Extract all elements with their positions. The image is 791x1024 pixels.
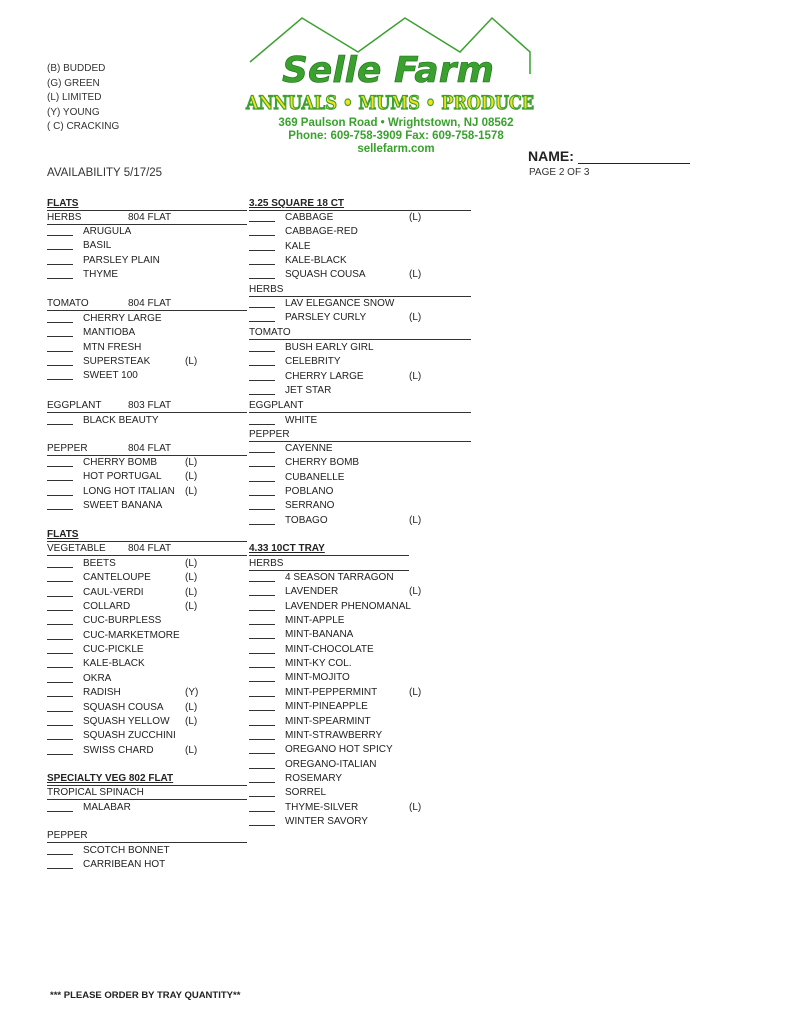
item-name: SQUASH COUSA (285, 269, 366, 281)
tropical-spinach-header: TROPICAL SPINACH (47, 787, 144, 798)
list-item (47, 226, 132, 240)
quantity-blank[interactable] (249, 212, 275, 222)
quantity-blank[interactable] (47, 269, 73, 279)
availability-flag: (L) (185, 356, 198, 368)
quantity-blank[interactable] (249, 226, 275, 236)
availability-flag: (L) (185, 471, 198, 483)
tray-size: 804 FLAT (128, 543, 172, 554)
item-name: RADISH (83, 687, 121, 699)
quantity-blank[interactable] (249, 457, 275, 467)
item-name: MALABAR (83, 802, 131, 813)
herbs-header: HERBS (249, 284, 284, 295)
availability-date: AVAILABILITY 5/17/25 (47, 167, 163, 179)
item-name: SWEET BANANA (83, 500, 163, 512)
list-item (249, 226, 358, 240)
list-item (249, 415, 318, 429)
item-name: CANTELOUPE (83, 572, 151, 584)
item-name: CHERRY BOMB (83, 457, 158, 468)
item-name: LAVENDER PHENOMANAL (285, 600, 411, 612)
logo-address: 369 Paulson Road • Wrightstown, NJ 08562 (278, 117, 514, 129)
availability-flag: (L) (185, 715, 198, 727)
quantity-blank[interactable] (249, 500, 275, 510)
item-name: CARRIBEAN HOT (83, 859, 166, 871)
quantity-blank[interactable] (249, 269, 275, 279)
item-name: MINT-MOJITO (285, 672, 350, 684)
list-item (249, 486, 334, 500)
quantity-blank[interactable] (249, 356, 275, 366)
list-item (249, 758, 377, 773)
list-item (249, 600, 411, 615)
list-item (47, 254, 160, 269)
quantity-blank[interactable] (249, 759, 275, 769)
item-name: KALE-BLACK (285, 255, 347, 267)
list-item (47, 658, 145, 672)
item-name: SERRANO (285, 500, 335, 512)
logo-phone: Phone: 609-758-3909 Fax: 609-758-1578 (288, 130, 504, 142)
item-name: ROSEMARY (285, 772, 343, 784)
item-name: MINT-APPLE (285, 615, 345, 627)
section-rule (249, 339, 471, 340)
item-name: LONG HOT ITALIAN (83, 485, 175, 497)
list-item (47, 644, 144, 658)
list-item (249, 240, 311, 255)
item-name: MINT-KY COL. (285, 658, 352, 670)
list-item (249, 500, 335, 514)
tray-10ct-header: 4.33 10CT TRAY (249, 543, 325, 554)
list-item (47, 572, 198, 586)
item-name: ARUGULA (83, 226, 132, 237)
item-name: OKRA (83, 672, 112, 684)
list-item (47, 687, 199, 701)
item-name: MINT-BANANA (285, 629, 354, 641)
item-name: MINT-PINEAPPLE (285, 701, 368, 713)
quantity-blank[interactable] (47, 658, 73, 668)
list-item (249, 298, 395, 312)
item-name: CHERRY LARGE (83, 313, 162, 324)
list-item (47, 845, 170, 859)
item-name: BLACK BEAUTY (83, 415, 159, 426)
quantity-blank[interactable] (47, 327, 73, 337)
list-item (249, 255, 347, 269)
item-name: POBLANO (285, 486, 334, 498)
quantity-blank[interactable] (249, 298, 275, 308)
list-item (47, 715, 198, 730)
pepper-header: PEPPER (249, 429, 290, 440)
section-rule (249, 441, 471, 442)
quantity-blank[interactable] (47, 673, 73, 683)
quantity-blank[interactable] (249, 586, 275, 596)
list-item (47, 859, 166, 873)
item-name: JET STAR (285, 385, 332, 397)
section-rule (47, 210, 247, 211)
quantity-blank[interactable] (47, 615, 73, 625)
quantity-blank[interactable] (249, 615, 275, 625)
list-item (249, 787, 327, 801)
item-name: KALE-BLACK (83, 658, 145, 670)
availability-flag: (L) (409, 212, 422, 223)
quantity-blank[interactable] (249, 342, 275, 352)
list-item (47, 269, 118, 283)
section-rule (249, 210, 471, 211)
item-name: CELEBRITY (285, 356, 341, 368)
list-item (249, 701, 368, 715)
item-name: TOBAGO (285, 514, 328, 526)
list-item (249, 212, 422, 226)
list-item (249, 643, 374, 658)
list-item (249, 586, 422, 600)
list-item (249, 457, 360, 471)
square-18ct-header: 3.25 SQUARE 18 CT (249, 198, 345, 209)
list-item (249, 801, 422, 816)
item-name: MTN FRESH (83, 341, 142, 353)
name-label: NAME: (528, 148, 574, 164)
item-name: SQUASH COUSA (83, 701, 164, 713)
tomato-header: TOMATO (47, 298, 89, 309)
availability-flag: (L) (185, 701, 198, 713)
list-item (249, 342, 374, 356)
list-item (249, 686, 422, 701)
tray-size: 804 FLAT (128, 212, 172, 223)
item-name: CUC-MARKETMORE (83, 629, 180, 641)
legend-limited: (L) LIMITED (47, 92, 102, 103)
logo-web: sellefarm.com (357, 143, 435, 155)
item-name: PARSLEY PLAIN (83, 254, 160, 266)
item-name: COLLARD (83, 601, 131, 613)
list-item (47, 558, 198, 572)
quantity-blank[interactable] (249, 572, 275, 582)
section-rule (47, 842, 247, 843)
specialty-veg-header: SPECIALTY VEG 802 FLAT (47, 773, 174, 784)
list-item (47, 485, 198, 500)
availability-flag: (L) (409, 312, 422, 324)
tomato-header: TOMATO (249, 327, 291, 338)
item-name: OREGANO-ITALIAN (285, 758, 377, 770)
item-name: PARSLEY CURLY (285, 312, 367, 324)
quantity-blank[interactable] (47, 845, 73, 855)
list-item (47, 615, 162, 629)
quantity-blank[interactable] (47, 601, 73, 611)
item-name: CUC-PICKLE (83, 644, 144, 656)
quantity-blank[interactable] (249, 443, 275, 453)
quantity-blank[interactable] (249, 629, 275, 639)
quantity-blank[interactable] (249, 644, 275, 654)
quantity-blank[interactable] (47, 730, 73, 740)
quantity-blank[interactable] (249, 601, 275, 611)
legend-budded: (B) BUDDED (47, 63, 106, 74)
list-item (47, 356, 198, 370)
quantity-blank[interactable] (249, 701, 275, 711)
item-name: SWEET 100 (83, 370, 138, 382)
item-name: SQUASH ZUCCHINI (83, 730, 176, 742)
quantity-blank[interactable] (47, 471, 73, 481)
availability-flag: (L) (185, 572, 198, 584)
item-name: THYME-SILVER (285, 801, 359, 813)
section-rule (47, 412, 247, 413)
list-item (249, 385, 332, 399)
item-name: SORREL (285, 787, 327, 799)
item-name: MINT-SPEARMINT (285, 715, 371, 727)
availability-flag: (L) (185, 744, 198, 756)
list-item (249, 715, 371, 730)
quantity-blank[interactable] (47, 644, 73, 654)
item-name: BASIL (83, 240, 112, 252)
tray-size: 803 FLAT (128, 400, 172, 411)
quantity-blank[interactable] (47, 240, 73, 250)
list-item (249, 312, 422, 326)
quantity-blank[interactable] (249, 787, 275, 797)
item-name: CHERRY LARGE (285, 370, 364, 382)
logo-tagline: ANNUALS • MUMS • PRODUCE (245, 93, 534, 114)
quantity-blank[interactable] (47, 587, 73, 597)
list-item (47, 370, 138, 384)
list-item (249, 672, 350, 686)
quantity-blank[interactable] (249, 816, 275, 826)
quantity-blank[interactable] (249, 744, 275, 754)
availability-flag: (L) (409, 514, 422, 526)
item-name: MINT-PEPPERMINT (285, 686, 378, 698)
quantity-blank[interactable] (249, 312, 275, 322)
availability-flag: (Y) (185, 687, 199, 699)
legend-young: (Y) YOUNG (47, 106, 100, 118)
list-item (249, 629, 354, 643)
list-item (249, 744, 393, 758)
quantity-blank[interactable] (47, 313, 73, 323)
list-item (47, 415, 159, 429)
list-item (47, 341, 142, 356)
list-item (249, 356, 341, 370)
item-name: BUSH EARLY GIRL (285, 342, 374, 353)
item-name: SQUASH YELLOW (83, 715, 170, 727)
item-name: WHITE (285, 415, 318, 426)
section-rule (249, 412, 471, 413)
item-name: THYME (83, 269, 118, 281)
availability-flag: (L) (185, 601, 198, 613)
item-name: KALE (285, 240, 311, 252)
quantity-blank[interactable] (47, 370, 73, 380)
quantity-blank[interactable] (249, 241, 275, 251)
item-name: CAUL-VERDI (83, 586, 144, 598)
eggplant-header: EGGPLANT (47, 400, 102, 411)
section-rule (47, 455, 247, 456)
list-item (249, 471, 345, 486)
herbs-header: HERBS (47, 212, 82, 223)
quantity-blank[interactable] (47, 486, 73, 496)
list-item (47, 313, 162, 327)
item-name: WINTER SAVORY (285, 815, 368, 827)
list-item (249, 370, 422, 385)
page-number: PAGE 2 OF 3 (529, 167, 590, 178)
list-item (47, 500, 163, 514)
quantity-blank[interactable] (249, 802, 275, 812)
list-item (47, 744, 198, 759)
quantity-blank[interactable] (47, 745, 73, 755)
availability-flag: (L) (409, 586, 422, 598)
availability-flag: (L) (185, 485, 198, 497)
list-item (249, 658, 352, 672)
list-item (249, 815, 368, 830)
eggplant-header: EGGPLANT (249, 400, 304, 411)
list-item (249, 615, 345, 629)
quantity-blank[interactable] (249, 255, 275, 265)
availability-flag: (L) (409, 801, 422, 813)
quantity-blank[interactable] (47, 500, 73, 510)
list-item (47, 701, 198, 716)
flats-header: FLATS (47, 529, 79, 540)
item-name: CABBAGE-RED (285, 226, 358, 238)
list-item (249, 269, 422, 283)
order-note: *** PLEASE ORDER BY TRAY QUANTITY** (50, 990, 241, 1001)
item-name: MINT-STRAWBERRY (285, 729, 383, 741)
list-item (47, 471, 198, 485)
section-rule (47, 541, 247, 542)
item-name: LAV ELEGANCE SNOW (285, 298, 395, 309)
item-name: BEETS (83, 558, 116, 569)
availability-flag: (L) (409, 269, 422, 281)
list-item (47, 586, 198, 601)
section-rule (249, 296, 471, 297)
vegetable-header: VEGETABLE (47, 543, 106, 554)
quantity-blank[interactable] (47, 859, 73, 869)
flats-header: FLATS (47, 198, 79, 209)
section-rule (47, 555, 247, 556)
item-name: 4 SEASON TARRAGON (285, 572, 394, 583)
list-item (47, 327, 136, 341)
quantity-blank[interactable] (249, 415, 275, 425)
item-name: SUPERSTEAK (83, 356, 151, 368)
item-name: SWISS CHARD (83, 744, 154, 756)
section-rule (47, 785, 247, 786)
quantity-blank[interactable] (47, 716, 73, 726)
quantity-blank[interactable] (47, 702, 73, 712)
quantity-blank[interactable] (47, 802, 73, 812)
list-item (249, 572, 394, 586)
list-item (47, 730, 176, 744)
item-name: HOT PORTUGAL (83, 471, 162, 483)
list-item (47, 629, 180, 644)
quantity-blank[interactable] (249, 385, 275, 395)
list-item (47, 601, 198, 615)
quantity-blank[interactable] (47, 572, 73, 582)
quantity-blank[interactable] (47, 687, 73, 697)
section-rule (249, 555, 409, 556)
list-item (47, 457, 198, 471)
quantity-blank[interactable] (47, 558, 73, 568)
section-rule (47, 310, 247, 311)
quantity-blank[interactable] (47, 415, 73, 425)
quantity-blank[interactable] (249, 687, 275, 697)
list-item (249, 443, 333, 457)
section-rule (47, 224, 247, 225)
availability-flag: (L) (185, 457, 198, 468)
quantity-blank[interactable] (47, 226, 73, 236)
list-item (47, 672, 112, 687)
legend-green: (G) GREEN (47, 77, 100, 89)
logo-name: Selle Farm (282, 50, 494, 91)
section-rule (249, 570, 409, 571)
list-item (249, 772, 343, 787)
quantity-blank[interactable] (249, 515, 275, 525)
availability-flag: (L) (409, 686, 422, 698)
quantity-blank[interactable] (249, 371, 275, 381)
quantity-blank[interactable] (249, 472, 275, 482)
item-name: CUC-BURPLESS (83, 615, 162, 627)
quantity-blank[interactable] (249, 773, 275, 783)
quantity-blank[interactable] (47, 630, 73, 640)
quantity-blank[interactable] (47, 342, 73, 352)
quantity-blank[interactable] (47, 457, 73, 467)
tray-size: 804 FLAT (128, 298, 172, 309)
item-name: LAVENDER (285, 586, 339, 598)
tray-size: 804 FLAT (128, 443, 172, 454)
list-item (249, 729, 383, 744)
quantity-blank[interactable] (249, 730, 275, 740)
availability-flag: (L) (409, 370, 422, 382)
list-item (249, 514, 422, 529)
item-name: CAYENNE (285, 443, 333, 454)
item-name: SCOTCH BONNET (83, 845, 170, 856)
list-item (47, 802, 131, 816)
availability-flag: (L) (185, 586, 198, 598)
quantity-blank[interactable] (249, 716, 275, 726)
item-name: MANTIOBA (83, 327, 136, 339)
pepper-header: PEPPER (47, 443, 88, 454)
section-rule (47, 799, 247, 800)
quantity-blank[interactable] (249, 672, 275, 682)
pepper-header: PEPPER (47, 830, 88, 841)
legend-cracking: ( C) CRACKING (47, 121, 120, 132)
item-name: CABBAGE (285, 212, 334, 223)
list-item (47, 240, 112, 254)
quantity-blank[interactable] (249, 486, 275, 496)
quantity-blank[interactable] (47, 356, 73, 366)
item-name: OREGANO HOT SPICY (285, 744, 393, 756)
quantity-blank[interactable] (47, 255, 73, 265)
item-name: CHERRY BOMB (285, 457, 360, 469)
item-name: MINT-CHOCOLATE (285, 643, 374, 655)
item-name: CUBANELLE (285, 471, 345, 483)
quantity-blank[interactable] (249, 658, 275, 668)
availability-flag: (L) (185, 558, 198, 569)
herbs-header: HERBS (249, 558, 284, 569)
